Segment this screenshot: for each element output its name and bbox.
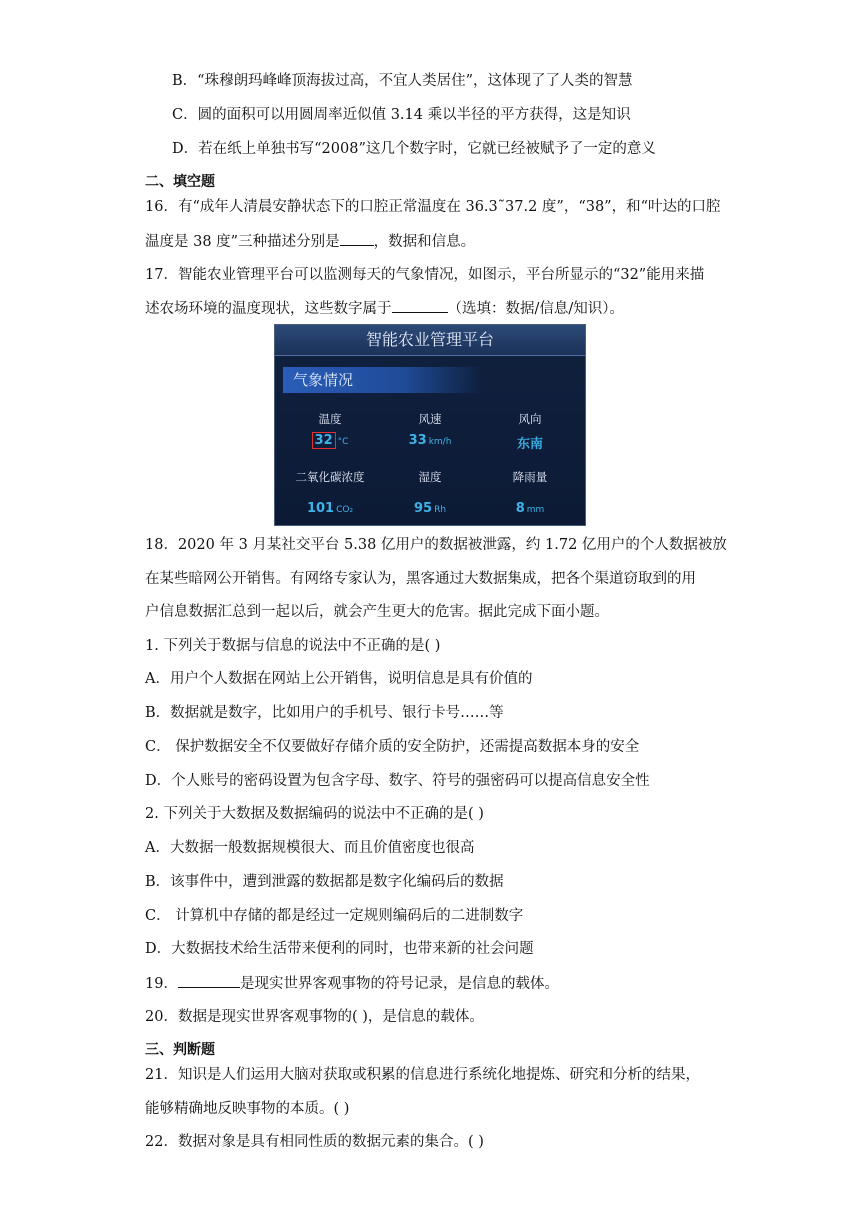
humidity-unit: Rh bbox=[434, 505, 447, 515]
figure-label-wind-speed: 风速 bbox=[418, 412, 442, 426]
q15-option-b: B．“珠穆朗玛峰峰顶海拔过高，不宜人类居住”，这体现了了人类的智慧 bbox=[172, 73, 633, 89]
q18-sub2-option-c: C． 计算机中存储的都是经过一定规则编码后的二进制数字 bbox=[145, 908, 524, 924]
temperature-highlight: 32 bbox=[312, 432, 336, 449]
rainfall-value: 8 bbox=[515, 501, 525, 516]
wind-direction-value: 东南 bbox=[516, 437, 543, 452]
co2-value: 101 bbox=[306, 501, 335, 516]
temperature-unit: °C bbox=[337, 437, 349, 447]
section-true-false-title: 三、判断题 bbox=[145, 1042, 215, 1058]
q21-line1: 21．知识是人们运用大脑对获取或积累的信息进行系统化地提炼、研究和分析的结果， bbox=[145, 1067, 700, 1083]
figure-label-co2: 二氧化碳浓度 bbox=[295, 470, 365, 484]
q19 bbox=[145, 973, 559, 994]
q17-line2-post: （选填：数据/信息/知识）。 bbox=[447, 301, 625, 317]
co2-unit: CO₂ bbox=[336, 505, 354, 515]
q19-number: 19． bbox=[145, 976, 178, 992]
q19-answer-blank[interactable] bbox=[178, 973, 240, 988]
q15-option-d: D．若在纸上单独书写“2008”这几个数字时，它就已经被赋予了一定的意义 bbox=[172, 141, 656, 157]
figure-label-humidity: 湿度 bbox=[418, 470, 442, 484]
q18-sub1-option-d: D．个人账号的密码设置为包含字母、数字、符号的强密码可以提高信息安全性 bbox=[145, 773, 650, 789]
q16-line2-post: ，数据和信息。 bbox=[373, 234, 476, 250]
q17-answer-blank[interactable] bbox=[392, 298, 448, 313]
figure-label-temperature: 温度 bbox=[318, 412, 342, 426]
q16-line2-pre: 温度是 38 度”三种描述分别是 bbox=[145, 234, 340, 250]
q18-sub2-stem: 2. 下列关于大数据及数据编码的说法中不正确的是( ) bbox=[145, 806, 484, 822]
q18-line2: 在某些暗网公开销售。有网络专家认为，黑客通过大数据集成，把各个渠道窃取到的用 bbox=[145, 571, 696, 587]
q18-sub2-option-d: D．大数据技术给生活带来便利的同时，也带来新的社会问题 bbox=[145, 941, 534, 957]
q16-answer-blank[interactable] bbox=[340, 231, 374, 246]
q20: 20．数据是现实世界客观事物的( )，是信息的载体。 bbox=[145, 1009, 484, 1025]
figure-value-wind-direction bbox=[480, 433, 580, 452]
figure-label-rainfall: 降雨量 bbox=[512, 470, 548, 484]
q18-sub1-option-b: B．数据就是数字，比如用户的手机号、银行卡号……等 bbox=[145, 705, 504, 721]
figure-title: 智能农业管理平台 bbox=[275, 325, 585, 356]
q18-sub1-option-a: A．用户个人数据在网站上公开销售，说明信息是具有价值的 bbox=[145, 671, 533, 687]
figure-value-humidity bbox=[380, 501, 480, 516]
q21-line2: 能够精确地反映事物的本质。( ) bbox=[145, 1101, 350, 1117]
q22: 22．数据对象是具有相同性质的数据元素的集合。( ) bbox=[145, 1134, 484, 1150]
figure-section-title: 气象情况 bbox=[283, 367, 483, 393]
q16-line1: 16．有“成年人清晨安静状态下的口腔正常温度在 36.3˜37.2 度”，“38”，和“叶达的口腔 bbox=[145, 199, 721, 215]
q18-line1: 18．2020 年 3 月某社交平台 5.38 亿用户的数据被泄露，约 1.72 亿用户的个人数据被放 bbox=[145, 537, 727, 553]
q16-line2 bbox=[145, 231, 475, 252]
figure-value-temperature bbox=[280, 433, 380, 448]
q18-sub1-stem: 1. 下列关于数据与信息的说法中不正确的是( ) bbox=[145, 638, 441, 654]
q18-sub2-option-a: A．大数据一般数据规模很大、而且价值密度也很高 bbox=[145, 840, 475, 856]
rainfall-unit: mm bbox=[526, 505, 545, 515]
figure-value-co2 bbox=[280, 501, 380, 516]
q19-text: 是现实世界客观事物的符号记录，是信息的载体。 bbox=[239, 976, 559, 992]
q18-sub1-option-c: C． 保护数据安全不仅要做好存储介质的安全防护，还需提高数据本身的安全 bbox=[145, 739, 640, 755]
q17-line2-pre: 述农场环境的温度现状，这些数字属于 bbox=[145, 301, 392, 317]
humidity-value: 95 bbox=[413, 501, 433, 516]
figure-value-rainfall bbox=[480, 501, 580, 516]
q15-option-c: C．圆的面积可以用圆周率近似值 3.14 乘以半径的平方获得，这是知识 bbox=[172, 107, 631, 123]
figure-label-wind-direction: 风向 bbox=[518, 412, 542, 426]
agri-platform-figure bbox=[274, 324, 586, 526]
q17-line1: 17．智能农业管理平台可以监测每天的气象情况，如图示，平台所显示的“32”能用来描 bbox=[145, 267, 705, 283]
q18-sub2-option-b: B．该事件中，遭到泄露的数据都是数字化编码后的数据 bbox=[145, 874, 504, 890]
section-fill-blank-title: 二、填空题 bbox=[145, 174, 215, 190]
q17-line2 bbox=[145, 298, 624, 319]
figure-value-wind-speed bbox=[380, 433, 480, 448]
wind-speed-value: 33 bbox=[408, 433, 427, 448]
q18-line3: 户信息数据汇总到一起以后，就会产生更大的危害。据此完成下面小题。 bbox=[145, 604, 609, 620]
wind-speed-unit: km/h bbox=[428, 437, 452, 447]
